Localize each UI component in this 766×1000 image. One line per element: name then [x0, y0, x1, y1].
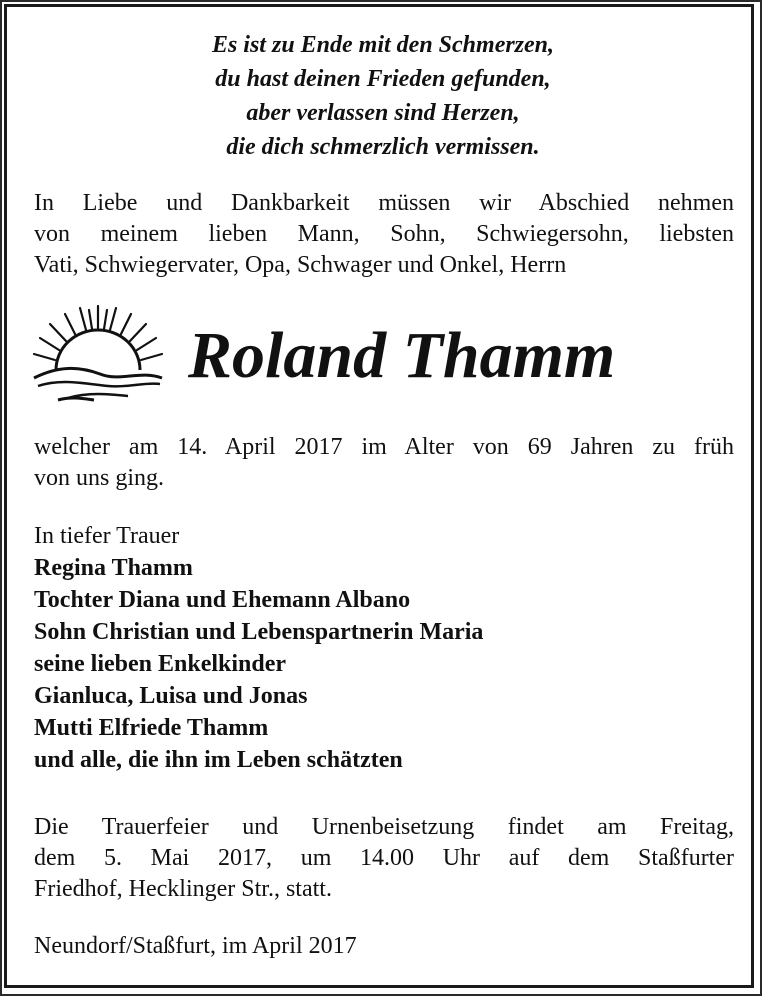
- ceremony-line: dem 5. Mai 2017, um 14.00 Uhr auf dem Staßfurter: [34, 845, 734, 871]
- death-notice: [34, 432, 734, 494]
- sunset-hills-icon: [28, 300, 168, 412]
- ceremony-line: Die Trauerfeier und Urnenbeisetzung findet am Freitag,: [34, 814, 734, 840]
- death-notice-line: von uns ging.: [34, 465, 165, 491]
- intro-line: In Liebe und Dankbarkeit müssen wir Abschied nehmen: [34, 190, 734, 216]
- mourner-entry: Tochter Diana und Ehemann Albano: [34, 587, 411, 613]
- poem-line: du hast deinen Frieden gefunden,: [215, 66, 551, 92]
- mourner-entry: Regina Thamm: [34, 555, 193, 581]
- mourner-entry: seine lieben Enkelkinder: [34, 651, 287, 677]
- poem-line: Es ist zu Ende mit den Schmerzen,: [211, 32, 555, 58]
- place-date: Neundorf/Staßfurt, im April 2017: [34, 933, 357, 959]
- poem-line: die dich schmerzlich vermissen.: [226, 134, 540, 160]
- mourners-list: [34, 552, 483, 776]
- deceased-name: Roland Thamm: [188, 319, 616, 392]
- mourners-lead: In tiefer Trauer: [34, 523, 180, 549]
- mourner-entry: und alle, die ihn im Leben schätzten: [34, 747, 403, 773]
- ceremony-paragraph: [34, 812, 734, 905]
- mourner-entry: Sohn Christian und Lebenspartnerin Maria: [34, 619, 484, 645]
- intro-line: Vati, Schwiegervater, Opa, Schwager und Onkel, Herrn: [34, 252, 567, 278]
- mourner-entry: Mutti Elfriede Thamm: [34, 715, 269, 741]
- death-notice-line: welcher am 14. April 2017 im Alter von 69 Jahren zu früh: [34, 434, 734, 460]
- mourner-entry: Gianluca, Luisa und Jonas: [34, 683, 308, 709]
- poem: [0, 28, 766, 164]
- intro-line: von meinem lieben Mann, Sohn, Schwiegersohn, liebsten: [34, 221, 734, 247]
- poem-line: aber verlassen sind Herzen,: [246, 100, 520, 126]
- intro-paragraph: [34, 188, 734, 281]
- ceremony-line: Friedhof, Hecklinger Str., statt.: [34, 876, 332, 902]
